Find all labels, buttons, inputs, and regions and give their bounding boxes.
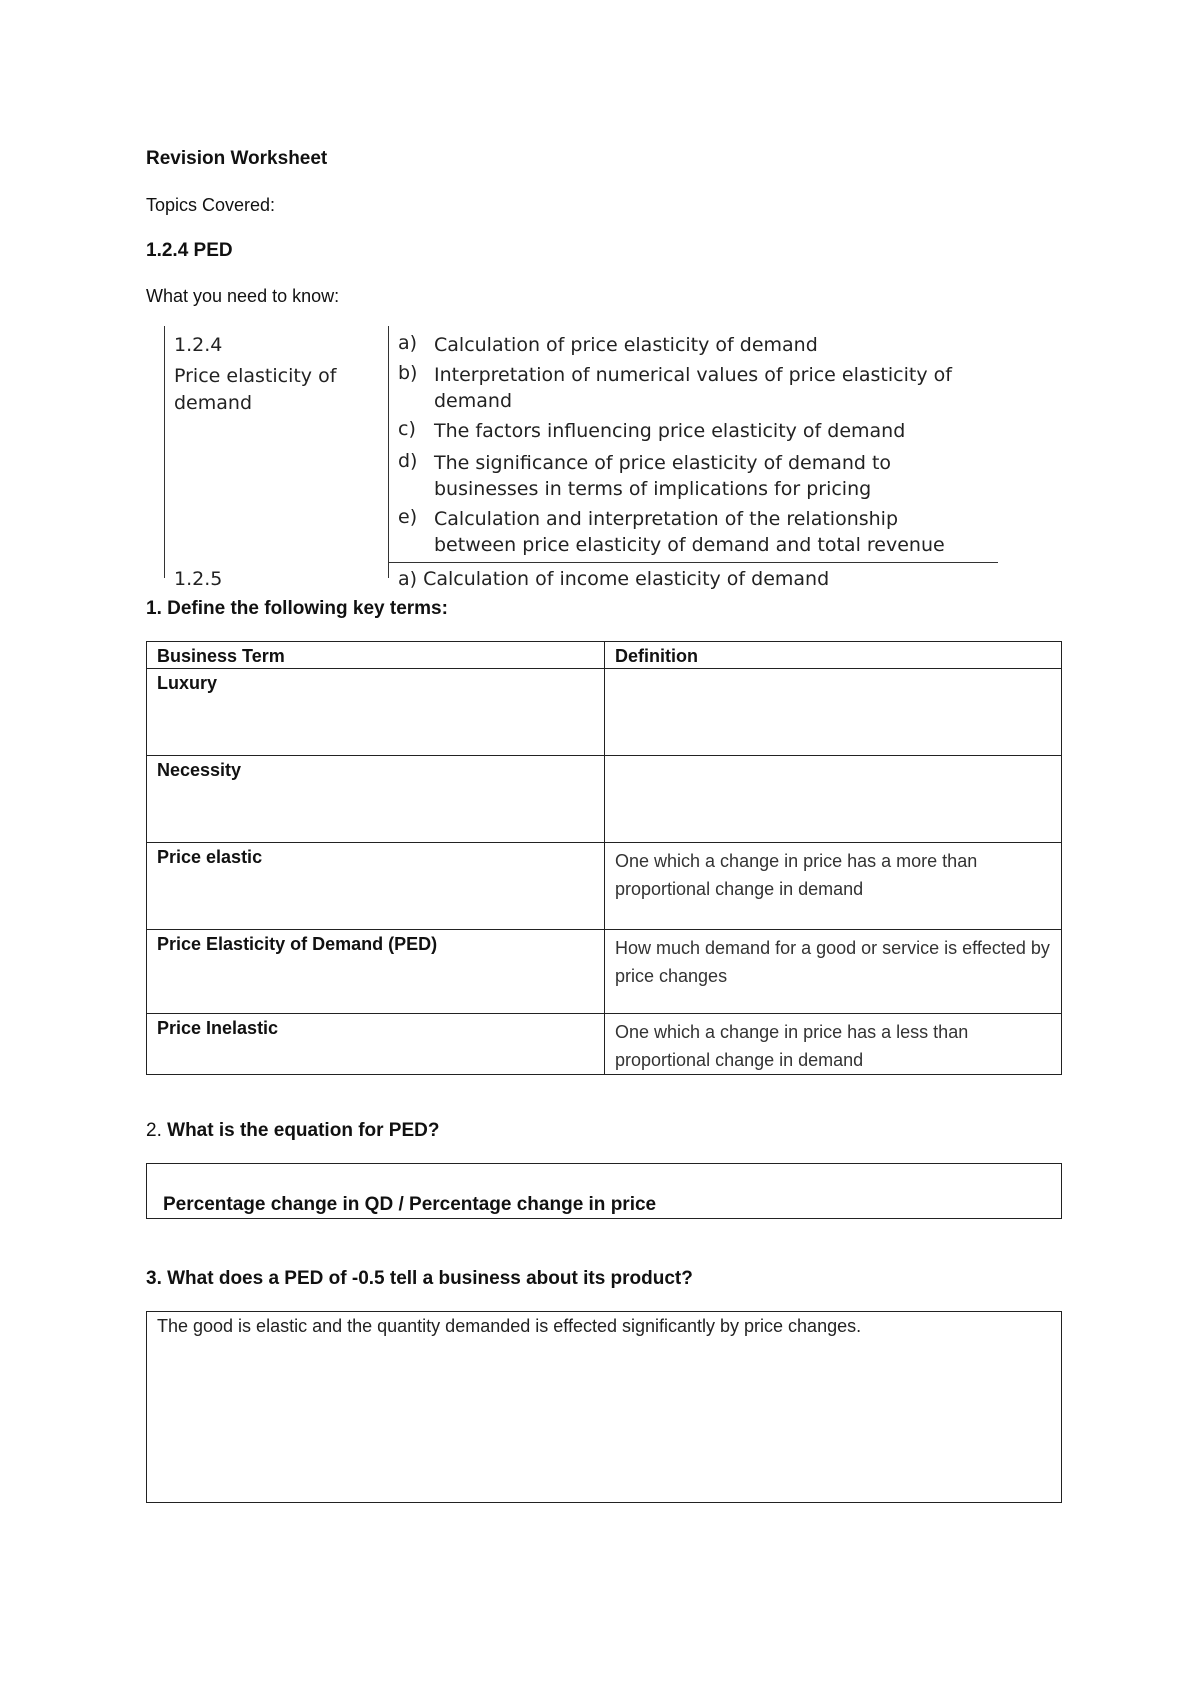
definition-cell[interactable] <box>605 756 1062 843</box>
spec-item-label: a) <box>398 332 418 354</box>
spec-excerpt <box>164 326 1000 590</box>
question-2-heading <box>146 1120 439 1142</box>
spec-topic-line1: Price elasticity of <box>174 365 337 387</box>
column-header-term: Business Term <box>147 642 605 669</box>
topics-label: Topics Covered: <box>146 195 276 215</box>
spec-divider-left <box>164 326 165 578</box>
question-1-heading: 1. Define the following key terms: <box>146 598 448 619</box>
spec-item-text: Interpretation of numerical values of price elasticity of demand <box>434 364 952 412</box>
need-to-know-label: What you need to know: <box>146 286 340 306</box>
spec-topic <box>174 332 336 417</box>
table-row <box>147 930 1062 1014</box>
spec-item-label: d) <box>398 450 418 472</box>
spec-item-label: c) <box>398 418 416 440</box>
spec-code: 1.2.4 <box>174 334 223 356</box>
spec-item-text: Calculation and interpretation of the relationship between price elasticity of demand and total revenue <box>434 508 945 556</box>
term-cell: Necessity <box>147 756 605 843</box>
spec-item-label: b) <box>398 362 418 384</box>
spec-topic-line2: demand <box>174 392 253 414</box>
answer-box-2[interactable] <box>146 1163 1062 1219</box>
definition-cell[interactable] <box>605 669 1062 756</box>
spec-next-item-cropped: a) Calculation of income elasticity of demand <box>398 568 830 590</box>
spec-divider-middle <box>388 326 389 578</box>
term-cell: Price elastic <box>147 843 605 930</box>
answer-2-text: Percentage change in QD / Percentage change in price <box>163 1194 657 1215</box>
definition-cell[interactable]: One which a change in price has a more than proportional change in demand <box>605 843 1062 930</box>
question-2-text: What is the equation for PED? <box>167 1120 440 1141</box>
section-heading: 1.2.4 PED <box>146 240 233 261</box>
table-row <box>147 1014 1062 1075</box>
spec-item-text: Calculation of price elasticity of demand <box>434 334 818 356</box>
table-row <box>147 756 1062 843</box>
question-2-number: 2. <box>146 1120 162 1141</box>
term-cell: Price Inelastic <box>147 1014 605 1075</box>
answer-box-3[interactable] <box>146 1311 1062 1503</box>
table-header-row <box>147 642 1062 669</box>
spec-next-code-cropped: 1.2.5 <box>174 568 223 590</box>
key-terms-table <box>146 641 1062 1075</box>
spec-item-label: e) <box>398 506 418 528</box>
spec-item-text: The factors influencing price elasticity of demand <box>434 420 906 442</box>
table-row <box>147 843 1062 930</box>
answer-3-text: The good is elastic and the quantity demanded is effected significantly by price changes. <box>157 1316 862 1336</box>
definition-cell[interactable]: How much demand for a good or service is effected by price changes <box>605 930 1062 1014</box>
term-cell: Luxury <box>147 669 605 756</box>
column-header-definition: Definition <box>605 642 1062 669</box>
term-cell: Price Elasticity of Demand (PED) <box>147 930 605 1014</box>
worksheet-title: Revision Worksheet <box>146 148 328 169</box>
definition-cell[interactable]: One which a change in price has a less than proportional change in demand <box>605 1014 1062 1075</box>
spec-row-divider <box>388 562 998 563</box>
table-row <box>147 669 1062 756</box>
spec-item-text: The significance of price elasticity of demand to businesses in terms of implications for pricing <box>434 452 892 500</box>
question-3-heading: 3. What does a PED of -0.5 tell a business about its product? <box>146 1268 693 1289</box>
